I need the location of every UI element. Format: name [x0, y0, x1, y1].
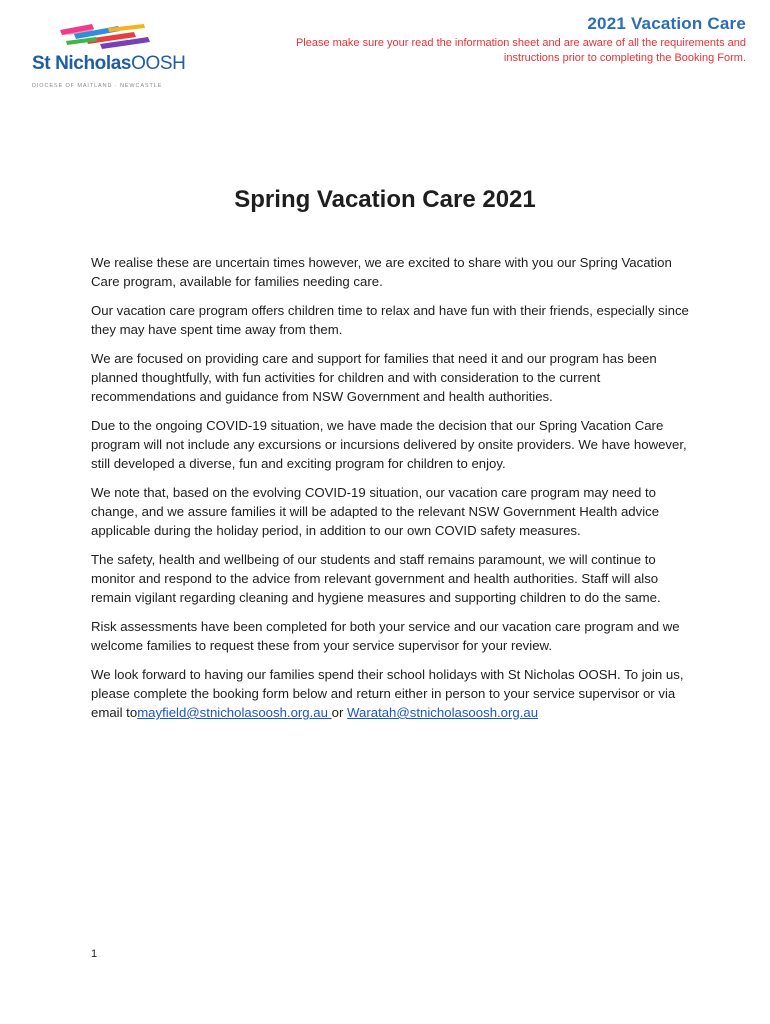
- organization-logo: [26, 20, 186, 96]
- paragraph: Our vacation care program offers children time to relax and have fun with their friends, especially since they may have spent time away from them.: [91, 303, 689, 337]
- closing-paragraph: [91, 665, 691, 722]
- logo-wordmark: St NicholasOOSH: [32, 53, 186, 74]
- paragraph: Due to the ongoing COVID-19 situation, we have made the decision that our Spring Vacation Care program will not include any excursions or incursions delivered by onsite providers. We have however, still developed a diverse, fun and exciting program for children to enjoy.: [91, 418, 687, 471]
- document-header: [276, 14, 746, 66]
- logo-subtitle: DIOCESE OF MAITLAND · NEWCASTLE: [32, 83, 163, 89]
- page-number: 1: [91, 948, 98, 960]
- closing-text: We look forward to having our families spend their school holidays with St Nicholas OOSH. To join us, please complete the booking form below and return either in person to your service supervisor or via email to: [91, 667, 684, 720]
- header-title: 2021 Vacation Care: [587, 14, 746, 33]
- paragraph: We are focused on providing care and support for families that need it and our program has been planned thoughtfully, with fun activities for children and with consideration to the current recommendations and guidance from NSW Government and health authorities.: [91, 351, 657, 404]
- closing-connector: or: [331, 705, 344, 720]
- crayons-logo-icon: [56, 20, 156, 52]
- paragraph: We note that, based on the evolving COVID-19 situation, our vacation care program may need to change, and we assure families it will be adapted to the relevant NSW Government Health advice applicable during the holiday period, in addition to our own COVID safety measures.: [91, 485, 660, 538]
- mayfield-email-link[interactable]: mayfield@stnicholasoosh.org.au: [137, 705, 332, 720]
- header-instruction-note: Please make sure your read the information sheet and are aware of all the requirements and instructions prior to completing the Booking Form.: [295, 37, 746, 64]
- paragraph: We realise these are uncertain times however, we are excited to share with you our Spring Vacation Care program, available for families needing care.: [91, 255, 672, 289]
- waratah-email-link[interactable]: Waratah@stnicholasoosh.org.au: [347, 705, 539, 720]
- paragraph: The safety, health and wellbeing of our students and staff remains paramount, we will continue to monitor and respond to the advice from relevant government and health authorities. Staff will also remain vigilant regarding cleaning and hygiene measures and supporting children to do the same.: [91, 552, 661, 605]
- paragraph: Risk assessments have been completed for both your service and our vacation care program and we welcome families to request these from your service supervisor for your review.: [91, 619, 680, 653]
- page-title: Spring Vacation Care 2021: [234, 186, 536, 213]
- document-body: [91, 253, 691, 732]
